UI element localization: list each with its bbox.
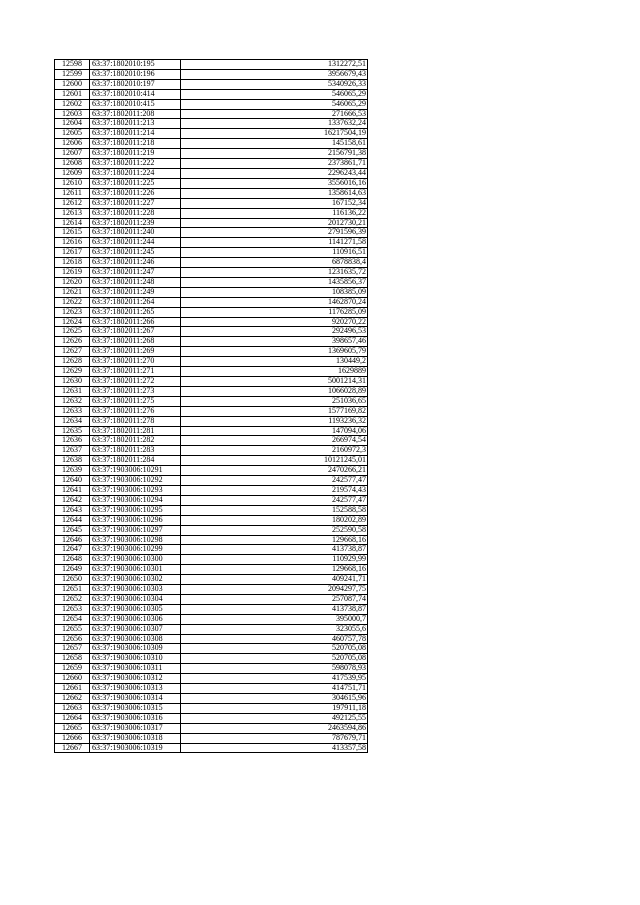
table-row <box>55 79 368 89</box>
cadastral-number-cell: 63:37:1903006:10291 <box>90 466 181 476</box>
row-number-cell: 12606 <box>55 139 90 149</box>
row-number-cell: 12655 <box>55 624 90 634</box>
cadastral-value-cell: 1369605,79 <box>181 347 368 357</box>
table-row <box>55 485 368 495</box>
table-row <box>55 327 368 337</box>
table-row <box>55 139 368 149</box>
cadastral-number-cell: 63:37:1903006:10313 <box>90 684 181 694</box>
table-row <box>55 575 368 585</box>
cadastral-number-cell: 63:37:1802010:414 <box>90 89 181 99</box>
row-number-cell: 12634 <box>55 416 90 426</box>
cadastral-value-cell: 304615,96 <box>181 694 368 704</box>
table-row <box>55 436 368 446</box>
row-number-cell: 12603 <box>55 109 90 119</box>
cadastral-number-cell: 63:37:1802011:281 <box>90 426 181 436</box>
cadastral-value-cell: 413357,58 <box>181 743 368 753</box>
table-row <box>55 69 368 79</box>
cadastral-value-cell: 520705,08 <box>181 654 368 664</box>
row-number-cell: 12630 <box>55 377 90 387</box>
cadastral-value-cell: 1462870,24 <box>181 297 368 307</box>
cadastral-value-cell: 395000,7 <box>181 614 368 624</box>
table-row <box>55 585 368 595</box>
row-number-cell: 12665 <box>55 723 90 733</box>
cadastral-number-cell: 63:37:1903006:10318 <box>90 733 181 743</box>
cadastral-value-cell: 130449,2 <box>181 357 368 367</box>
table-row <box>55 674 368 684</box>
row-number-cell: 12645 <box>55 525 90 535</box>
row-number-cell: 12611 <box>55 188 90 198</box>
row-number-cell: 12639 <box>55 466 90 476</box>
table-row <box>55 178 368 188</box>
table-row <box>55 208 368 218</box>
table-row <box>55 159 368 169</box>
row-number-cell: 12646 <box>55 535 90 545</box>
cadastral-value-cell: 1435856,37 <box>181 277 368 287</box>
row-number-cell: 12608 <box>55 159 90 169</box>
cadastral-value-cell: 414751,71 <box>181 684 368 694</box>
cadastral-number-cell: 63:37:1802011:267 <box>90 327 181 337</box>
row-number-cell: 12629 <box>55 367 90 377</box>
cadastral-number-cell: 63:37:1903006:10294 <box>90 495 181 505</box>
cadastral-number-cell: 63:37:1903006:10304 <box>90 594 181 604</box>
cadastral-value-cell: 2791596,39 <box>181 228 368 238</box>
cadastral-value-cell: 787679,71 <box>181 733 368 743</box>
row-number-cell: 12621 <box>55 287 90 297</box>
cadastral-number-cell: 63:37:1903006:10298 <box>90 535 181 545</box>
cadastral-number-cell: 63:37:1802011:240 <box>90 228 181 238</box>
cadastral-number-cell: 63:37:1802011:219 <box>90 149 181 159</box>
cadastral-number-cell: 63:37:1903006:10301 <box>90 565 181 575</box>
cadastral-number-cell: 63:37:1802010:195 <box>90 60 181 70</box>
table-row <box>55 89 368 99</box>
table-row <box>55 565 368 575</box>
row-number-cell: 12622 <box>55 297 90 307</box>
cadastral-value-cell: 2156791,38 <box>181 149 368 159</box>
cadastral-number-cell: 63:37:1802010:196 <box>90 69 181 79</box>
cadastral-value-table <box>54 59 368 753</box>
cadastral-number-cell: 63:37:1802011:244 <box>90 238 181 248</box>
table-row <box>55 129 368 139</box>
table-row <box>55 406 368 416</box>
row-number-cell: 12647 <box>55 545 90 555</box>
cadastral-value-cell: 413738,87 <box>181 604 368 614</box>
row-number-cell: 12605 <box>55 129 90 139</box>
cadastral-value-cell: 1193236,32 <box>181 416 368 426</box>
cadastral-number-cell: 63:37:1802011:248 <box>90 277 181 287</box>
cadastral-number-cell: 63:37:1802011:266 <box>90 317 181 327</box>
cadastral-value-cell: 129668,16 <box>181 565 368 575</box>
table-row <box>55 357 368 367</box>
cadastral-value-cell: 546065,29 <box>181 99 368 109</box>
row-number-cell: 12602 <box>55 99 90 109</box>
row-number-cell: 12599 <box>55 69 90 79</box>
cadastral-number-cell: 63:37:1802011:276 <box>90 406 181 416</box>
table-row <box>55 723 368 733</box>
table-row <box>55 624 368 634</box>
table-row <box>55 594 368 604</box>
cadastral-value-cell: 920270,22 <box>181 317 368 327</box>
row-number-cell: 12600 <box>55 79 90 89</box>
row-number-cell: 12667 <box>55 743 90 753</box>
table-row <box>55 277 368 287</box>
row-number-cell: 12642 <box>55 495 90 505</box>
row-number-cell: 12661 <box>55 684 90 694</box>
row-number-cell: 12607 <box>55 149 90 159</box>
cadastral-value-cell: 116136,22 <box>181 208 368 218</box>
cadastral-number-cell: 63:37:1802011:228 <box>90 208 181 218</box>
cadastral-number-cell: 63:37:1903006:10317 <box>90 723 181 733</box>
cadastral-number-cell: 63:37:1802011:227 <box>90 198 181 208</box>
cadastral-number-cell: 63:37:1903006:10299 <box>90 545 181 555</box>
cadastral-number-cell: 63:37:1903006:10302 <box>90 575 181 585</box>
row-number-cell: 12666 <box>55 733 90 743</box>
table-row <box>55 426 368 436</box>
row-number-cell: 12643 <box>55 505 90 515</box>
cadastral-value-cell: 5001214,31 <box>181 377 368 387</box>
cadastral-number-cell: 63:37:1802011:284 <box>90 456 181 466</box>
cadastral-number-cell: 63:37:1903006:10314 <box>90 694 181 704</box>
row-number-cell: 12644 <box>55 515 90 525</box>
cadastral-value-cell: 1231635,72 <box>181 268 368 278</box>
cadastral-number-cell: 63:37:1802011:224 <box>90 168 181 178</box>
cadastral-number-cell: 63:37:1802011:213 <box>90 119 181 129</box>
row-number-cell: 12651 <box>55 585 90 595</box>
cadastral-value-cell: 323055,6 <box>181 624 368 634</box>
table-row <box>55 446 368 456</box>
row-number-cell: 12633 <box>55 406 90 416</box>
cadastral-value-cell: 219574,43 <box>181 485 368 495</box>
cadastral-number-cell: 63:37:1802011:273 <box>90 386 181 396</box>
cadastral-value-cell: 2470266,21 <box>181 466 368 476</box>
cadastral-value-cell: 271666,53 <box>181 109 368 119</box>
row-number-cell: 12656 <box>55 634 90 644</box>
row-number-cell: 12616 <box>55 238 90 248</box>
cadastral-value-cell: 2094297,75 <box>181 585 368 595</box>
table-row <box>55 505 368 515</box>
cadastral-number-cell: 63:37:1802011:265 <box>90 307 181 317</box>
row-number-cell: 12623 <box>55 307 90 317</box>
row-number-cell: 12664 <box>55 713 90 723</box>
table-row <box>55 654 368 664</box>
cadastral-value-cell: 2160972,3 <box>181 446 368 456</box>
row-number-cell: 12626 <box>55 337 90 347</box>
table-row <box>55 218 368 228</box>
table-row <box>55 386 368 396</box>
cadastral-number-cell: 63:37:1903006:10293 <box>90 485 181 495</box>
cadastral-number-cell: 63:37:1903006:10296 <box>90 515 181 525</box>
cadastral-number-cell: 63:37:1903006:10300 <box>90 555 181 565</box>
table-row <box>55 60 368 70</box>
table-row <box>55 119 368 129</box>
cadastral-value-cell: 252590,58 <box>181 525 368 535</box>
row-number-cell: 12618 <box>55 258 90 268</box>
row-number-cell: 12663 <box>55 703 90 713</box>
cadastral-value-cell: 2296243,44 <box>181 168 368 178</box>
table-row <box>55 634 368 644</box>
table-row <box>55 456 368 466</box>
row-number-cell: 12631 <box>55 386 90 396</box>
cadastral-value-cell: 5340926,33 <box>181 79 368 89</box>
cadastral-value-cell: 1066028,89 <box>181 386 368 396</box>
table-row <box>55 307 368 317</box>
row-number-cell: 12627 <box>55 347 90 357</box>
table-row <box>55 535 368 545</box>
table-row <box>55 555 368 565</box>
row-number-cell: 12635 <box>55 426 90 436</box>
table-row <box>55 149 368 159</box>
row-number-cell: 12649 <box>55 565 90 575</box>
cadastral-value-cell: 152588,58 <box>181 505 368 515</box>
cadastral-value-cell: 257087,74 <box>181 594 368 604</box>
table-row <box>55 664 368 674</box>
table-row <box>55 377 368 387</box>
table-row <box>55 317 368 327</box>
row-number-cell: 12662 <box>55 694 90 704</box>
cadastral-number-cell: 63:37:1802011:249 <box>90 287 181 297</box>
cadastral-number-cell: 63:37:1903006:10308 <box>90 634 181 644</box>
table-row <box>55 713 368 723</box>
table-row <box>55 168 368 178</box>
table-row <box>55 416 368 426</box>
cadastral-value-cell: 1337632,24 <box>181 119 368 129</box>
cadastral-number-cell: 63:37:1903006:10297 <box>90 525 181 535</box>
cadastral-number-cell: 63:37:1802011:264 <box>90 297 181 307</box>
cadastral-number-cell: 63:37:1802011:269 <box>90 347 181 357</box>
cadastral-number-cell: 63:37:1802011:272 <box>90 377 181 387</box>
cadastral-value-cell: 6878838,4 <box>181 258 368 268</box>
table-row <box>55 694 368 704</box>
row-number-cell: 12613 <box>55 208 90 218</box>
row-number-cell: 12636 <box>55 436 90 446</box>
cadastral-number-cell: 63:37:1802011:239 <box>90 218 181 228</box>
cadastral-value-cell: 1358614,63 <box>181 188 368 198</box>
cadastral-value-cell: 180202,89 <box>181 515 368 525</box>
row-number-cell: 12657 <box>55 644 90 654</box>
cadastral-number-cell: 63:37:1802011:208 <box>90 109 181 119</box>
cadastral-number-cell: 63:37:1903006:10295 <box>90 505 181 515</box>
table-row <box>55 367 368 377</box>
table-row <box>55 198 368 208</box>
cadastral-value-cell: 2012730,21 <box>181 218 368 228</box>
row-number-cell: 12610 <box>55 178 90 188</box>
row-number-cell: 12660 <box>55 674 90 684</box>
cadastral-value-cell: 266974,54 <box>181 436 368 446</box>
cadastral-number-cell: 63:37:1802011:271 <box>90 367 181 377</box>
cadastral-value-cell: 460757,78 <box>181 634 368 644</box>
cadastral-value-cell: 110929,99 <box>181 555 368 565</box>
cadastral-number-cell: 63:37:1802011:225 <box>90 178 181 188</box>
row-number-cell: 12625 <box>55 327 90 337</box>
row-number-cell: 12658 <box>55 654 90 664</box>
table-row <box>55 614 368 624</box>
cadastral-number-cell: 63:37:1903006:10306 <box>90 614 181 624</box>
cadastral-number-cell: 63:37:1903006:10316 <box>90 713 181 723</box>
cadastral-number-cell: 63:37:1903006:10303 <box>90 585 181 595</box>
row-number-cell: 12628 <box>55 357 90 367</box>
cadastral-value-cell: 417539,95 <box>181 674 368 684</box>
table-row <box>55 703 368 713</box>
cadastral-number-cell: 63:37:1802011:275 <box>90 396 181 406</box>
cadastral-value-cell: 413738,87 <box>181 545 368 555</box>
table-row <box>55 99 368 109</box>
cadastral-number-cell: 63:37:1903006:10312 <box>90 674 181 684</box>
cadastral-value-cell: 409241,71 <box>181 575 368 585</box>
row-number-cell: 12659 <box>55 664 90 674</box>
cadastral-value-cell: 2463594,86 <box>181 723 368 733</box>
cadastral-number-cell: 63:37:1802011:226 <box>90 188 181 198</box>
table-row <box>55 743 368 753</box>
cadastral-number-cell: 63:37:1802011:218 <box>90 139 181 149</box>
cadastral-value-cell: 242577,47 <box>181 495 368 505</box>
cadastral-value-cell: 110916,51 <box>181 248 368 258</box>
cadastral-value-cell: 546065,29 <box>181 89 368 99</box>
table-row <box>55 258 368 268</box>
cadastral-value-cell: 492125,55 <box>181 713 368 723</box>
table-row <box>55 297 368 307</box>
cadastral-value-cell: 2373861,71 <box>181 159 368 169</box>
cadastral-value-cell: 147094,06 <box>181 426 368 436</box>
table-row <box>55 476 368 486</box>
table-row <box>55 109 368 119</box>
cadastral-number-cell: 63:37:1903006:10319 <box>90 743 181 753</box>
cadastral-number-cell: 63:37:1802011:246 <box>90 258 181 268</box>
cadastral-number-cell: 63:37:1802011:247 <box>90 268 181 278</box>
row-number-cell: 12638 <box>55 456 90 466</box>
cadastral-value-cell: 398657,46 <box>181 337 368 347</box>
cadastral-number-cell: 63:37:1802011:283 <box>90 446 181 456</box>
row-number-cell: 12612 <box>55 198 90 208</box>
row-number-cell: 12624 <box>55 317 90 327</box>
cadastral-value-cell: 108385,09 <box>181 287 368 297</box>
row-number-cell: 12637 <box>55 446 90 456</box>
cadastral-value-cell: 1577169,82 <box>181 406 368 416</box>
table-row <box>55 396 368 406</box>
cadastral-value-cell: 3956679,43 <box>181 69 368 79</box>
cadastral-number-cell: 63:37:1903006:10315 <box>90 703 181 713</box>
cadastral-number-cell: 63:37:1802011:270 <box>90 357 181 367</box>
table-row <box>55 188 368 198</box>
table-row <box>55 604 368 614</box>
cadastral-value-cell: 1629889 <box>181 367 368 377</box>
cadastral-value-cell: 1176285,09 <box>181 307 368 317</box>
row-number-cell: 12648 <box>55 555 90 565</box>
table-row <box>55 268 368 278</box>
row-number-cell: 12601 <box>55 89 90 99</box>
cadastral-number-cell: 63:37:1903006:10305 <box>90 604 181 614</box>
table-row <box>55 644 368 654</box>
table-body <box>55 60 368 753</box>
cadastral-value-cell: 251036,65 <box>181 396 368 406</box>
cadastral-value-cell: 129668,16 <box>181 535 368 545</box>
row-number-cell: 12615 <box>55 228 90 238</box>
row-number-cell: 12654 <box>55 614 90 624</box>
cadastral-number-cell: 63:37:1802011:245 <box>90 248 181 258</box>
table-row <box>55 228 368 238</box>
row-number-cell: 12619 <box>55 268 90 278</box>
cadastral-number-cell: 63:37:1802011:214 <box>90 129 181 139</box>
cadastral-value-cell: 167152,34 <box>181 198 368 208</box>
cadastral-number-cell: 63:37:1903006:10292 <box>90 476 181 486</box>
cadastral-value-cell: 520705,08 <box>181 644 368 654</box>
table-row <box>55 287 368 297</box>
cadastral-value-cell: 16217504,19 <box>181 129 368 139</box>
cadastral-number-cell: 63:37:1903006:10310 <box>90 654 181 664</box>
row-number-cell: 12598 <box>55 60 90 70</box>
row-number-cell: 12650 <box>55 575 90 585</box>
table-row <box>55 733 368 743</box>
row-number-cell: 12641 <box>55 485 90 495</box>
cadastral-number-cell: 63:37:1802011:268 <box>90 337 181 347</box>
table-row <box>55 684 368 694</box>
cadastral-number-cell: 63:37:1903006:10307 <box>90 624 181 634</box>
table-row <box>55 248 368 258</box>
cadastral-number-cell: 63:37:1802011:222 <box>90 159 181 169</box>
row-number-cell: 12614 <box>55 218 90 228</box>
cadastral-number-cell: 63:37:1802011:278 <box>90 416 181 426</box>
cadastral-number-cell: 63:37:1802011:282 <box>90 436 181 446</box>
table-row <box>55 466 368 476</box>
cadastral-number-cell: 63:37:1903006:10311 <box>90 664 181 674</box>
table-row <box>55 515 368 525</box>
cadastral-number-cell: 63:37:1903006:10309 <box>90 644 181 654</box>
cadastral-value-cell: 10121245,01 <box>181 456 368 466</box>
row-number-cell: 12620 <box>55 277 90 287</box>
row-number-cell: 12652 <box>55 594 90 604</box>
table-row <box>55 495 368 505</box>
cadastral-value-cell: 145158,61 <box>181 139 368 149</box>
row-number-cell: 12617 <box>55 248 90 258</box>
table-row <box>55 525 368 535</box>
cadastral-value-cell: 1141271,58 <box>181 238 368 248</box>
cadastral-value-cell: 242577,47 <box>181 476 368 486</box>
cadastral-value-cell: 3556016,16 <box>181 178 368 188</box>
table-row <box>55 347 368 357</box>
table-row <box>55 545 368 555</box>
row-number-cell: 12653 <box>55 604 90 614</box>
row-number-cell: 12609 <box>55 168 90 178</box>
cadastral-value-cell: 1312272,51 <box>181 60 368 70</box>
row-number-cell: 12632 <box>55 396 90 406</box>
cadastral-value-cell: 292496,53 <box>181 327 368 337</box>
cadastral-value-cell: 598078,93 <box>181 664 368 674</box>
cadastral-number-cell: 63:37:1802010:415 <box>90 99 181 109</box>
row-number-cell: 12604 <box>55 119 90 129</box>
row-number-cell: 12640 <box>55 476 90 486</box>
cadastral-number-cell: 63:37:1802010:197 <box>90 79 181 89</box>
cadastral-value-cell: 197911,18 <box>181 703 368 713</box>
table-row <box>55 238 368 248</box>
table-row <box>55 337 368 347</box>
